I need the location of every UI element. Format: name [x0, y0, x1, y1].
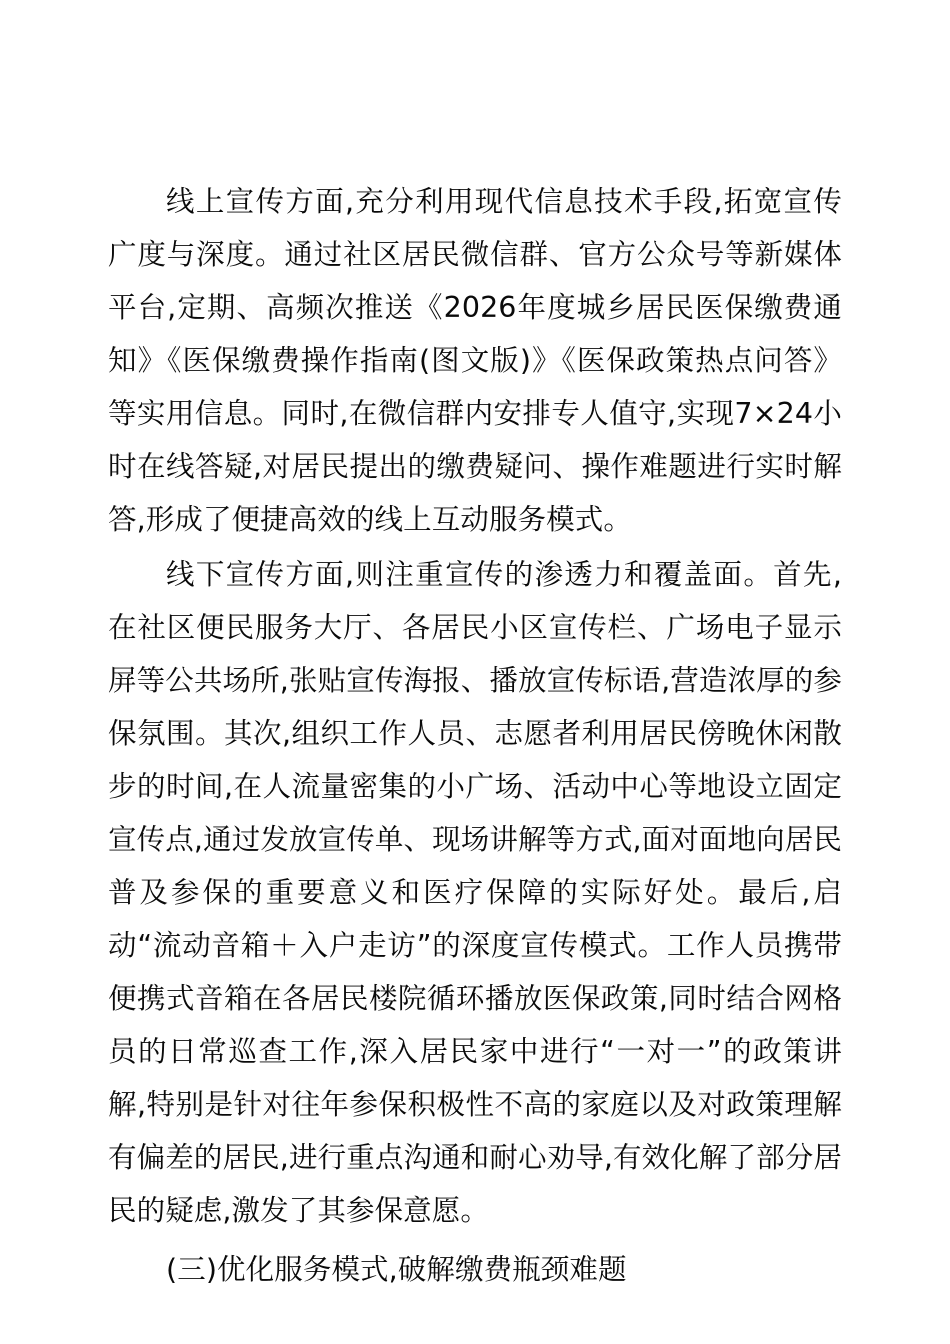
paragraph-online-promotion: 线上宣传方面,充分利用现代信息技术手段,拓宽宣传广度与深度。通过社区居民微信群、官方公众号等新媒体平台,定期、高频次推送《2026年度城乡居民医保缴费通知》《医保缴费操作指南(图文版)》《医保政策热点问答》等实用信息。同时,在微信群内安排专人值守,实现7×24小时在线答疑,对居民提出的缴费疑问、操作难题进行实时解答,形成了便捷高效的线上互动服务模式。 — [108, 185, 842, 536]
paragraph-section-heading: (三)优化服务模式,破解缴费瓶颈难题 — [166, 1253, 627, 1286]
document-body — [108, 175, 842, 1296]
paragraph-offline-promotion: 线下宣传方面,则注重宣传的渗透力和覆盖面。首先,在社区便民服务大厅、各居民小区宣传栏、广场电子显示屏等公共场所,张贴宣传海报、播放宣传标语,营造浓厚的参保氛围。其次,组织工作人员、志愿者利用居民傍晚休闲散步的时间,在人流量密集的小广场、活动中心等地设立固定宣传点,通过发放宣传单、现场讲解等方式,面对面地向居民普及参保的重要意义和医疗保障的实际好处。最后,启动“流动音箱＋入户走访”的深度宣传模式。工作人员携带便携式音箱在各居民楼院循环播放医保政策,同时结合网格员的日常巡查工作,深入居民家中进行“一对一”的政策讲解,特别是针对往年参保积极性不高的家庭以及对政策理解有偏差的居民,进行重点沟通和耐心劝导,有效化解了部分居民的疑虑,激发了其参保意愿。 — [108, 558, 842, 1227]
